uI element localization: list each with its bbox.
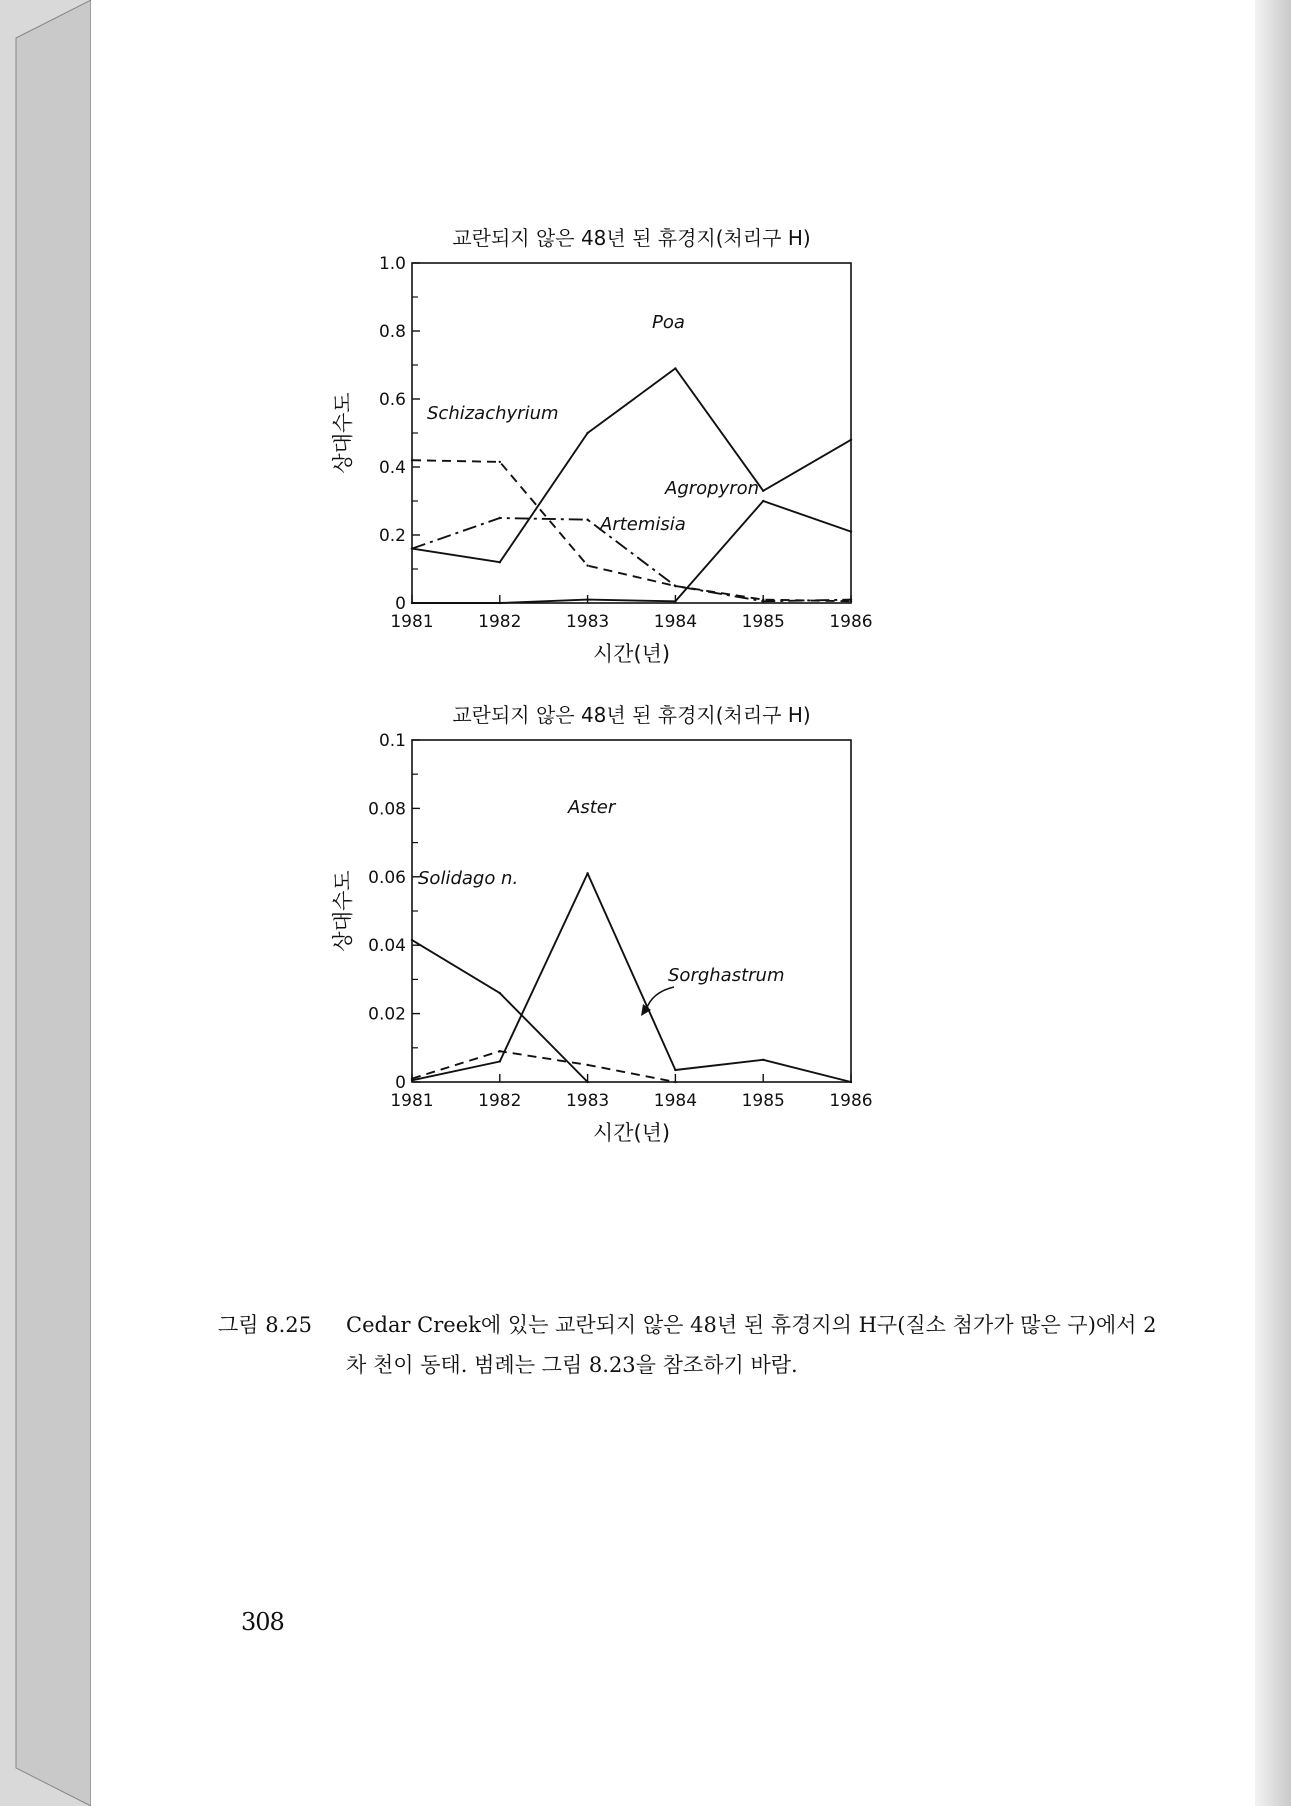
x-tick-label: 1983 [565,612,610,632]
figure-caption-label: 그림 8.25 [218,1313,313,1337]
y-tick-label: 1.0 [378,254,406,274]
data-point-agropyron [850,530,852,532]
chart-bottom-relative-abundance [331,703,1000,1260]
x-tick-label: 1985 [741,1091,785,1111]
data-point-aster [762,1059,764,1061]
data-point-aster [499,1060,501,1062]
y-tick-label: 0.8 [378,322,406,342]
series-label-solidago-n: Solidago n. [418,868,519,889]
series-label-schizachyrium: Schizachyrium [427,403,559,424]
data-point-sorghastrum [674,1081,676,1083]
data-point-artemisia [499,517,501,519]
data-point-artemisia [762,600,764,602]
data-point-aster [586,872,588,874]
x-axis-title: 시간(년) [592,1121,671,1145]
x-tick-label: 1982 [478,612,522,632]
x-tick-label: 1986 [829,1091,873,1111]
data-point-solidago-n [586,1081,588,1083]
y-tick-label: 0.04 [368,936,406,957]
series-label-sorghastrum: Sorghastrum [668,965,785,986]
chart-title: 교란되지 않은 48년 된 휴경지(처리구 H) [452,703,811,727]
y-axis-title: 상대수도 [331,870,355,952]
y-tick-label: 0.1 [378,731,406,751]
data-point-artemisia [411,547,413,549]
data-point-artemisia [674,585,676,587]
data-point-schizachyrium [499,461,501,463]
data-point-schizachyrium [586,564,588,566]
y-tick-label: 0.2 [378,526,406,546]
series-line-aster [412,873,851,1082]
data-point-aster [850,1081,852,1083]
data-point-aster [674,1069,676,1071]
x-tick-label: 1984 [653,612,698,632]
series-line-sorghastrum [412,1051,675,1082]
data-point-sorghastrum [586,1064,588,1066]
figure-caption-text: Cedar Creek에 있는 교란되지 않은 48년 된 휴경지의 H구(질소 첨가가 많은 구)에서 2차 천이 동태. 범례는 그림 8.23을 참조하기 바람. [346,1313,1157,1377]
data-point-poa [586,432,588,434]
plot-frame [412,740,851,1082]
x-tick-label: 1982 [478,1091,522,1111]
y-tick-label: 0.6 [378,390,406,410]
x-tick-label: 1981 [390,612,434,632]
page-number: 308 [241,1608,284,1636]
x-axis-title: 시간(년) [592,642,671,666]
series-label-poa: Poa [652,312,685,333]
data-point-agropyron [762,500,764,502]
data-point-poa [850,439,852,441]
data-point-solidago-n [499,992,501,994]
data-point-schizachyrium [411,459,413,461]
y-tick-label: 0.06 [368,867,406,888]
chart-top-relative-abundance [331,210,1000,750]
x-tick-label: 1981 [390,1091,434,1111]
book-spine [0,0,95,1806]
data-point-poa [499,561,501,563]
chart-title: 교란되지 않은 48년 된 휴경지(처리구 H) [452,226,811,250]
y-axis-title: 상대수도 [331,392,355,474]
y-tick-label: 0.08 [368,799,406,820]
x-tick-label: 1984 [653,1091,698,1111]
sorghastrum-pointer-arrow [646,987,674,1010]
y-tick-label: 0 [395,594,406,614]
data-point-artemisia [850,598,852,600]
x-tick-label: 1985 [741,612,785,632]
data-point-agropyron [499,602,501,604]
series-label-artemisia: Artemisia [600,514,686,535]
data-point-agropyron [674,600,676,602]
page-edge-shadow [1255,0,1291,1806]
data-point-sorghastrum [411,1077,413,1079]
series-label-aster: Aster [568,797,616,818]
y-tick-label: 0.4 [378,458,406,478]
x-tick-label: 1986 [829,612,873,632]
data-point-sorghastrum [499,1050,501,1052]
data-point-poa [762,490,764,492]
data-point-agropyron [586,598,588,600]
data-point-solidago-n [411,939,413,941]
data-point-artemisia [586,519,588,521]
data-point-agropyron [411,602,413,604]
y-tick-label: 0 [395,1073,406,1093]
series-label-agropyron: Agropyron [665,478,760,499]
data-point-poa [674,367,676,369]
y-tick-label: 0.02 [368,1004,406,1025]
x-tick-label: 1983 [565,1091,610,1111]
